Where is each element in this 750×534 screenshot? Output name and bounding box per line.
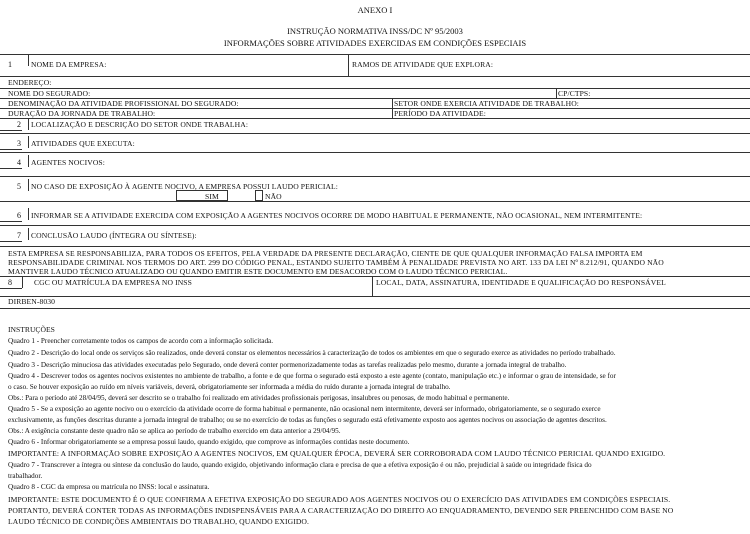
form-code: DIRBEN-8030 [8, 297, 56, 306]
sector-label: SETOR ONDE EXERCIA ATIVIDADE DE TRABALHO: [394, 99, 580, 108]
insured-name-label: NOME DO SEGURADO: [8, 89, 91, 98]
q5-yes-checkbox[interactable] [176, 190, 228, 201]
q5-number: 5 [17, 182, 21, 191]
q6-number: 6 [17, 211, 21, 220]
instruction-line: Quadro 4 - Descrever todos os agentes nocivos existentes no ambiente de trabalho, a fonte e de que forma o segurado está exposto a este agente (contato, manipulação etc.) e informar o grau de intensidade, se for [8, 372, 616, 380]
instruction-line: o caso. Se houver exposição ao ruído em níveis variáveis, deverá, obrigatoriamente ser informada a média do ruído durante a jornada integral de trabalho. [8, 383, 451, 391]
normative-title: INSTRUÇÃO NORMATIVA INSS/DC Nº 95/2003 [287, 26, 463, 36]
declaration-line-3: MANTIVER LAUDO TÉCNICO ATUALIZADO OU QUANDO EMITIR ESTE DOCUMENTO EM DESACORDO COM O LAUDO TÉCNICO PERICIAL. [8, 267, 508, 276]
instruction-line: Quadro 1 - Preencher corretamente todos os campos de acordo com a informação solicitada. [8, 337, 274, 345]
important-note-2-line-2: PORTANTO, DEVERÁ CONTER TODAS AS INFORMAÇÕES INDISPENSÁVEIS PARA A CARACTERIZAÇÃO DO DIREITO AO ENQUADRAMENTO, DEVENDO SER PREENCHIDO COM BASE NO [8, 506, 674, 515]
period-label: PERÍODO DA ATIVIDADE: [394, 109, 486, 118]
instruction-line: Quadro 7 - Transcrever a íntegra ou síntese da conclusão do laudo, quando exigido, objetivando informação clara e precisa de que a efetiva exposição é ou não, prejudicial à saúde ou integridade física do [8, 461, 592, 469]
q8-label: CGC OU MATRÍCULA DA EMPRESA NO INSS [34, 278, 192, 287]
q6-label: INFORMAR SE A ATIVIDADE EXERCIDA COM EXPOSIÇÃO A AGENTES NOCIVOS OCORRE DE MODO HABITUAL E PERMANENTE, NÃO OCASIONAL, NEM INTERMITENTE: [31, 211, 643, 220]
instruction-line: Quadro 5 - Se a exposição ao agente nocivo ou o exercício da atividade ocorre de forma habitual e permanente, não ocasional nem intermitente, deverá ser informado, obrigatoriamente, se o segurado exerce [8, 405, 601, 413]
instruction-line: Quadro 8 - CGC da empresa ou matrícula no INSS: local e assinatura. [8, 483, 210, 491]
instruction-line: Obs.: Para o período até 28/04/95, deverá ser descrito se o trabalho foi realizado em atividades profissionais perigosas, insalubres ou penosas, de modo habitual e permanente. [8, 394, 510, 402]
instructions-title: INSTRUÇÕES [8, 325, 55, 334]
q5-yes-label: SIM [205, 192, 219, 201]
company-name-label: NOME DA EMPRESA: [31, 60, 107, 69]
q4-label: AGENTES NOCIVOS: [31, 158, 105, 167]
signature-label: LOCAL, DATA, ASSINATURA, IDENTIDADE E QUALIFICAÇÃO DO RESPONSÁVEL [376, 278, 666, 287]
instruction-line: Quadro 2 - Descrição do local onde os serviços são realizados, onde deverá constar os elementos necessários à caracterização de todos os ambientes em que o segurado exerce as atividades no período trabalhado. [8, 349, 616, 357]
profession-label: DENOMINAÇÃO DA ATIVIDADE PROFISSIONAL DO SEGURADO: [8, 99, 239, 108]
workday-label: DURAÇÃO DA JORNADA DE TRABALHO: [8, 109, 156, 118]
q3-number: 3 [17, 139, 21, 148]
annex-title: ANEXO I [357, 5, 393, 15]
important-note-2-line-1: IMPORTANTE: ESTE DOCUMENTO É O QUE CONFIRMA A EFETIVA EXPOSIÇÃO DO SEGURADO AOS AGENTES NOCIVOS OU O EXERCÍCIO DAS ATIVIDADES EM CONDIÇÕES ESPECIAIS. [8, 495, 671, 504]
instruction-line: Quadro 6 - Informar obrigatoriamente se a empresa possui laudo, quando exigido, que comprove as informações contidas neste documento. [8, 438, 410, 446]
branch-label: RAMOS DE ATIVIDADE QUE EXPLORA: [352, 60, 494, 69]
important-note-2-line-3: LAUDO TÉCNICO DE CONDIÇÕES AMBIENTAIS DO TRABALHO, QUANDO EXIGIDO. [8, 517, 310, 526]
q8-number: 8 [8, 278, 12, 287]
address-label: ENDEREÇO: [8, 78, 52, 87]
important-note-1: IMPORTANTE: A INFORMAÇÃO SOBRE EXPOSIÇÃO A AGENTES NOCIVOS, EM QUALQUER ÉPOCA, DEVERÁ SER CORROBORADA COM LAUDO TÉCNICO PERICIAL QUANDO EXIGIDO. [8, 449, 666, 458]
instruction-line: Quadro 3 - Descrição minuciosa das atividades executadas pelo Segurado, onde deverá conter pormenorizadamente todas as tarefas realizadas pelo mesmo, durante a jornada integral de trabalho. [8, 361, 567, 369]
q5-label: NO CASO DE EXPOSIÇÃO À AGENTE NOCIVO, A EMPRESA POSSUI LAUDO PERICIAL: [31, 182, 338, 191]
q7-number: 7 [17, 231, 21, 240]
instruction-line: trabalhador. [8, 472, 43, 480]
instruction-line: Obs.: A exigência constante deste quadro não se aplica ao período de trabalho exercido em data anterior a 29/04/95. [8, 427, 341, 435]
instruction-line: exclusivamente, as funções descritas durante a jornada integral de trabalho; ou se no exercício de todas as funções o segurado está efetivamente exposto aos agentes nocivos ou associação de agentes descritos. [8, 416, 607, 424]
q4-number: 4 [17, 158, 21, 167]
q3-label: ATIVIDADES QUE EXECUTA: [31, 139, 135, 148]
q7-label: CONCLUSÃO LAUDO (ÍNTEGRA OU SÍNTESE): [31, 231, 197, 240]
q2-label: LOCALIZAÇÃO E DESCRIÇÃO DO SETOR ONDE TRABALHA: [31, 120, 249, 129]
ctps-label: CP/CTPS: [558, 89, 591, 98]
q5-no-checkbox[interactable] [255, 190, 263, 201]
declaration-line-2: RESPONSABILIDADE CRIMINAL NOS TERMOS DO ART. 299 DO CÓDIGO PENAL, ESTANDO SUJEITO TAMBÉM À PENALIDADE PREVISTA NO ART. 133 DA LEI Nº 8.212/91, QUANDO NÃO [8, 258, 664, 267]
q2-number: 2 [17, 120, 21, 129]
form-subtitle: INFORMAÇÕES SOBRE ATIVIDADES EXERCIDAS EM CONDIÇÕES ESPECIAIS [223, 38, 527, 48]
q1-number: 1 [8, 60, 12, 69]
q5-no-label: NÃO [265, 192, 282, 201]
declaration-line-1: ESTA EMPRESA SE RESPONSABILIZA, PARA TODOS OS EFEITOS, PELA VERDADE DA PRESENTE DECLARAÇÃO, CIENTE DE QUE QUALQUER INFORMAÇÃO FALSA IMPORTA EM [8, 249, 643, 258]
